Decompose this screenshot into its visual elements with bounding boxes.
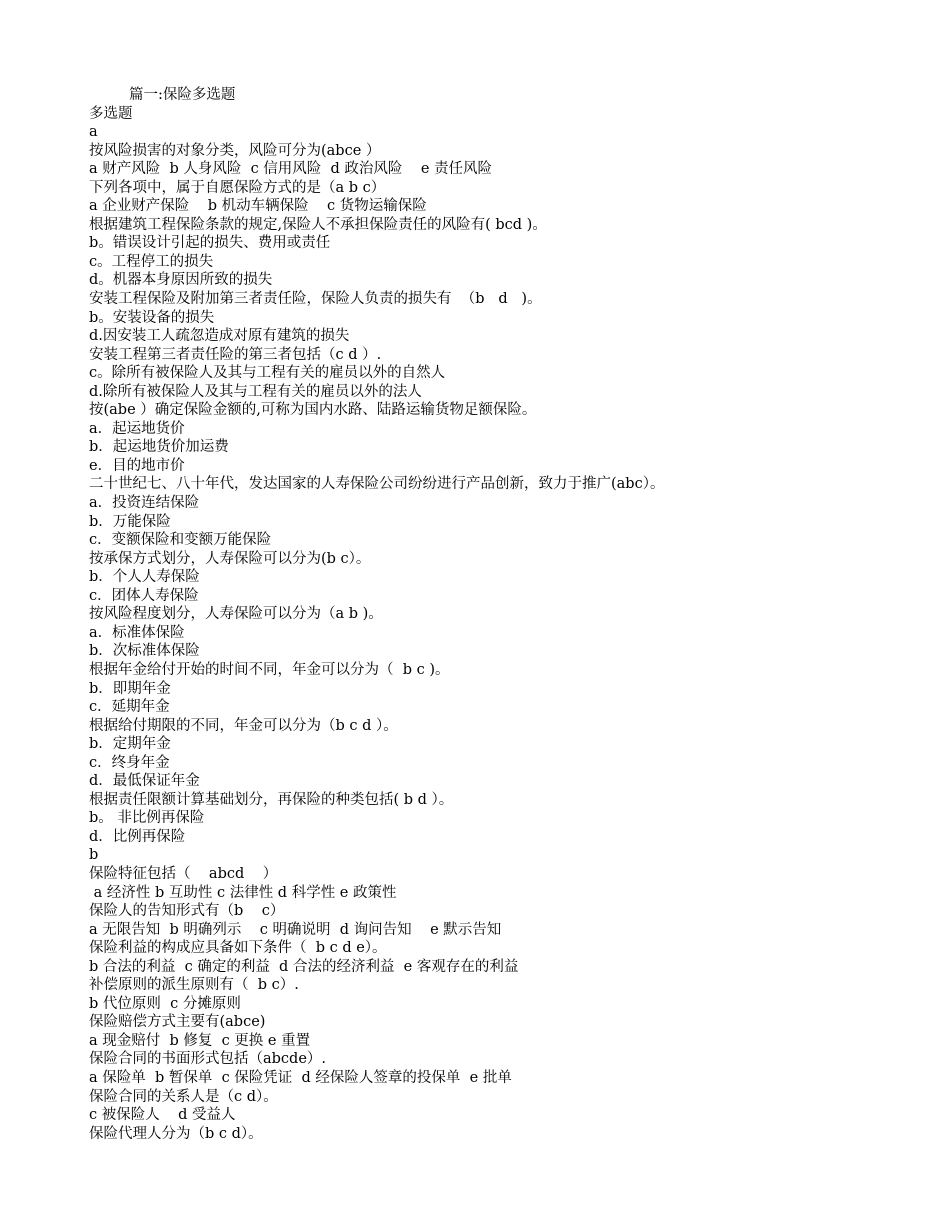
text-line: d．比例再保险 [89,828,186,845]
text-line: a 无限告知 b 明确列示 c 明确说明 d 询问告知 e 默示告知 [89,921,502,938]
text-line: a [89,124,98,141]
text-line: 补偿原则的派生原则有（ b c）. [89,977,299,994]
text-line: 保险代理人分为（b c d）。 [89,1125,263,1142]
text-line: 多选题 [89,105,133,122]
document-title: 篇一:保险多选题 [129,87,236,103]
text-line: d.因安装工人疏忽造成对原有建筑的损失 [89,328,350,345]
text-line: 按风险程度划分，人寿保险可以分为（a b )。 [89,606,383,623]
text-line: 根据年金给付开始的时间不同，年金可以分为（ b c )。 [89,661,450,678]
text-line: 保险特征包括（ abcd ） [89,865,278,882]
text-line: 按(abe ）确定保险金额的,可称为国内水路、陆路运输货物足额保险。 [89,402,537,419]
text-line: 二十世纪七、八十年代，发达国家的人寿保险公司纷纷进行产品创新，致力于推广(abc）。 [89,476,665,493]
text-line: a 经济性 b 互助性 c 法律性 d 科学性 e 政策性 [89,884,397,901]
text-line: a 保险单 b 暂保单 c 保险凭证 d 经保险人签章的投保单 e 批单 [89,1069,512,1086]
text-line: b 代位原则 c 分摊原则 [89,995,241,1012]
text-line: a．起运地货价 [89,420,185,437]
text-line: b [89,847,99,864]
text-line: a 现金赔付 b 修复 c 更换 e 重置 [89,1032,311,1049]
text-line: 安装工程第三者责任险的第三者包括（c d ）. [89,346,382,363]
text-line: b．定期年金 [89,736,171,753]
document-page [89,86,919,1143]
text-line: c。除所有被保险人及其与工程有关的雇员以外的自然人 [89,365,446,382]
text-line: e．目的地市价 [89,457,185,474]
text-line: 保险合同的关系人是（c d）。 [89,1088,278,1105]
text-line: a 财产风险 b 人身风险 c 信用风险 d 政治风险 e 责任风险 [89,161,493,178]
text-line: b。安装设备的损失 [89,309,215,326]
text-line: a．标准体保险 [89,624,185,641]
text-line: a．投资连结保险 [89,495,200,512]
text-line: b 合法的利益 c 确定的利益 d 合法的经济利益 e 客观存在的利益 [89,958,519,975]
text-line: 安装工程保险及附加第三者责任险，保险人负责的损失有 （b d )。 [89,291,542,308]
text-line: 保险赔偿方式主要有(abce) [89,1014,266,1031]
text-line: 根据责任限额计算基础划分，再保险的种类包括( b d ）。 [89,791,454,808]
text-line: b．个人人寿保险 [89,569,200,586]
text-line: d。机器本身原因所致的损失 [89,272,273,289]
text-line: 按风险损害的对象分类，风险可分为(abce ） [89,142,381,159]
text-line: d.除所有被保险人及其与工程有关的雇员以外的法人 [89,383,422,400]
text-line: c．团体人寿保险 [89,587,199,604]
text-line: b．即期年金 [89,680,171,697]
text-line: 根据给付期限的不同，年金可以分为（b c d ）。 [89,717,398,734]
text-line: 根据建筑工程保险条款的规定,保险人不承担保险责任的风险有( bcd )。 [89,216,547,233]
text-line: d．最低保证年金 [89,773,200,790]
text-line: 按承保方式划分，人寿保险可以分为(b c）。 [89,550,371,567]
text-line: b．次标准体保险 [89,643,200,660]
text-line: c．延期年金 [89,699,170,716]
text-line: c．终身年金 [89,754,170,771]
text-line: c 被保险人 d 受益人 [89,1107,236,1124]
text-line: c．变额保险和变额万能保险 [89,532,272,549]
text-line: b．起运地货价加运费 [89,439,229,456]
text-line: b。 非比例再保险 [89,810,205,827]
text-line: 保险人的告知形式有（b c） [89,903,285,920]
text-line: 保险利益的构成应具备如下条件（ b c d e）。 [89,940,387,957]
text-line: c。工程停工的损失 [89,253,214,270]
text-line: b．万能保险 [89,513,171,530]
document-body [89,105,919,1144]
text-line: b。错误设计引起的损失、费用或责任 [89,235,331,252]
text-line: 下列各项中，属于自愿保险方式的是（a b c） [89,179,386,196]
text-line: 保险合同的书面形式包括（abcde）. [89,1051,327,1068]
text-line: a 企业财产保险 b 机动车辆保险 c 货物运输保险 [89,198,427,215]
